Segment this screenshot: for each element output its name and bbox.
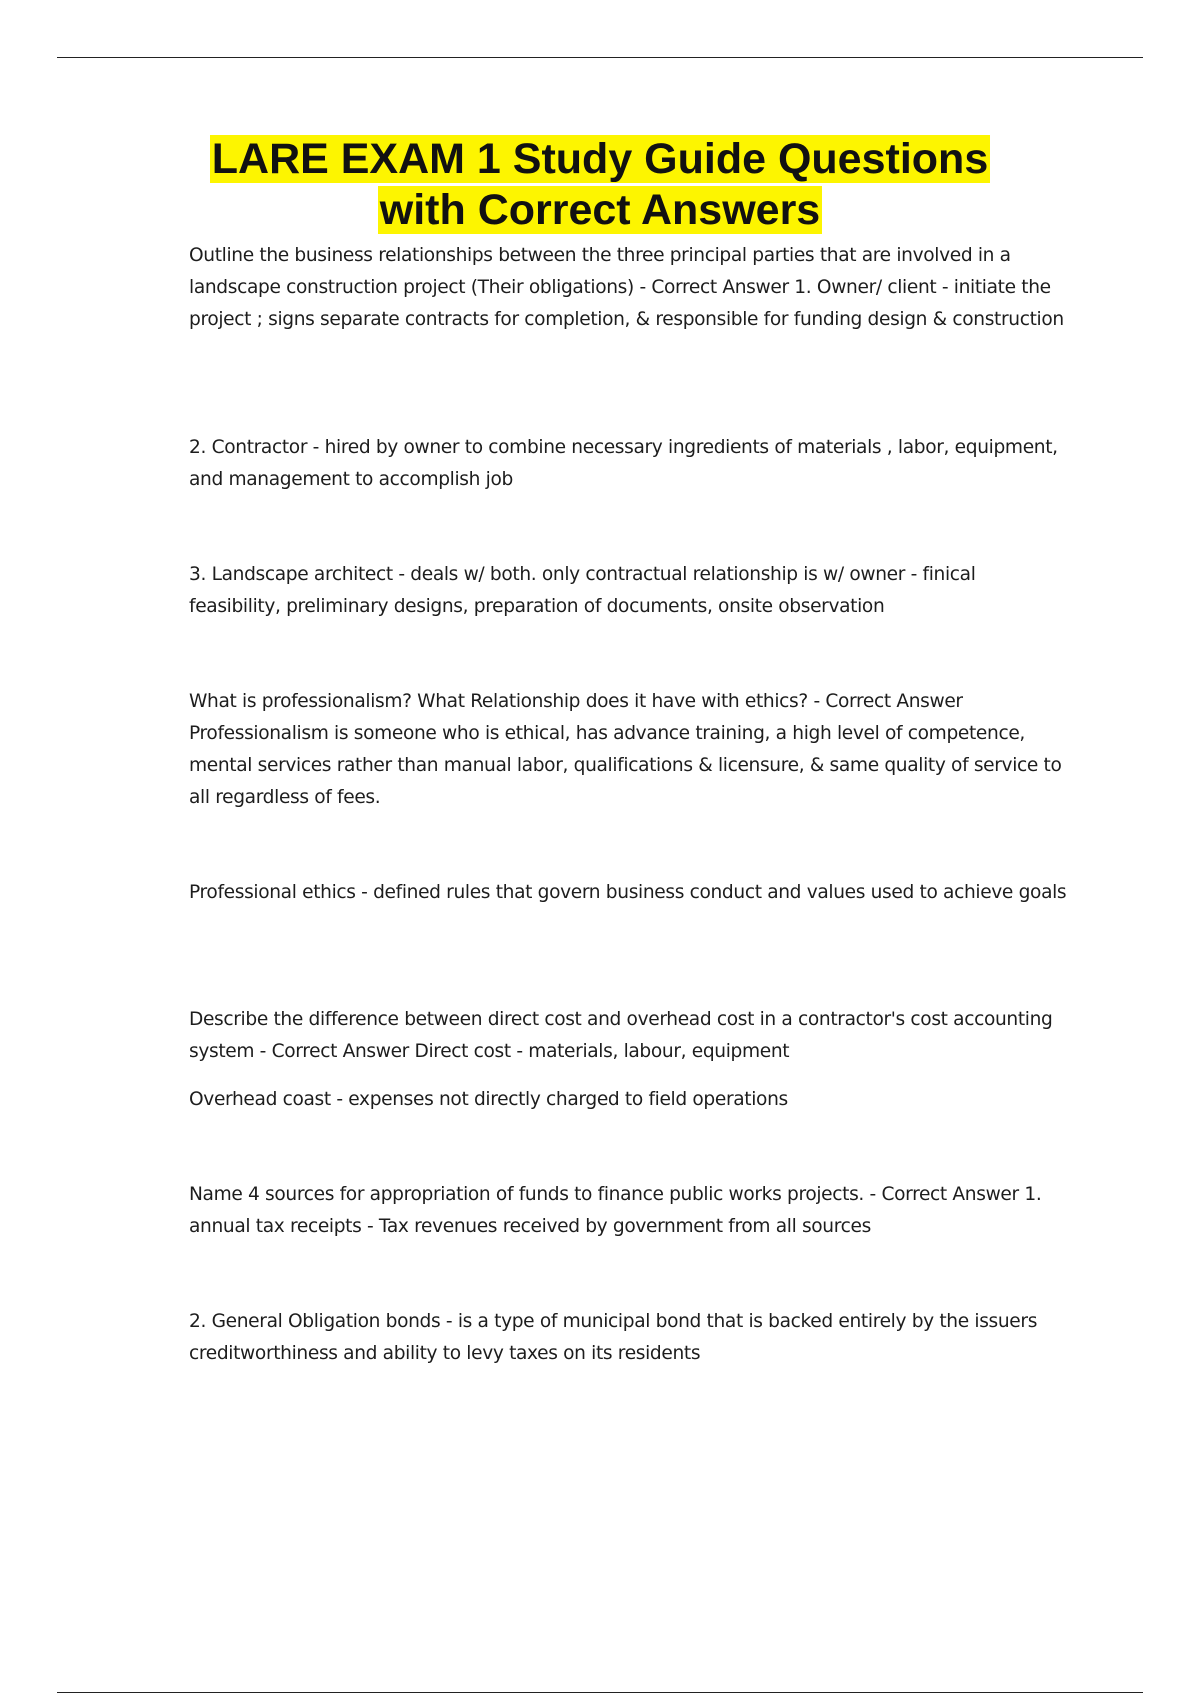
paragraph-professionalism: What is professionalism? What Relationship does it have with ethics? - Correct Answer Professionalism is someone who is ethical, has advance training, a high level of competence, mental services rather than manual labor, qualifications & licensure, & same quality of service to all regardless of fees. <box>189 691 1062 808</box>
bottom-divider <box>57 1692 1143 1693</box>
paragraph-funding-sources: Name 4 sources for appropriation of funds to finance public works projects. - Correct Answer 1. annual tax receipts - Tax revenues received by government from all sources <box>189 1184 1042 1237</box>
paragraph-business-relationships: Outline the business relationships between the three principal parties that are involved in a landscape construction project (Their obligations) - Correct Answer 1. Owner/ client - initiate the project ; signs separate contracts for completion, & responsible for funding design & construction <box>189 245 1064 330</box>
paragraph-contractor: 2. Contractor - hired by owner to combine necessary ingredients of materials , labor, equipment, and management to accomplish job <box>189 437 1058 490</box>
paragraph-professional-ethics: Professional ethics - defined rules that govern business conduct and values used to achieve goals <box>189 882 1067 903</box>
paragraph-general-obligation-bonds: 2. General Obligation bonds - is a type of municipal bond that is backed entirely by the issuers creditworthiness and ability to levy taxes on its residents <box>189 1311 1038 1364</box>
title-line-2: with Correct Answers <box>379 186 821 234</box>
title-line-1: LARE EXAM 1 Study Guide Questions <box>211 135 989 183</box>
paragraph-direct-cost: Describe the difference between direct cost and overhead cost in a contractor's cost accounting system - Correct Answer Direct cost - materials, labour, equipment <box>189 1009 1053 1062</box>
paragraph-landscape-architect: 3. Landscape architect - deals w/ both. only contractual relationship is w/ owner - finical feasibility, preliminary designs, preparation of documents, onsite observation <box>189 564 976 617</box>
paragraph-overhead-cost: Overhead coast - expenses not directly charged to field operations <box>189 1089 788 1110</box>
document-title <box>60 134 1140 236</box>
top-divider <box>57 57 1143 58</box>
